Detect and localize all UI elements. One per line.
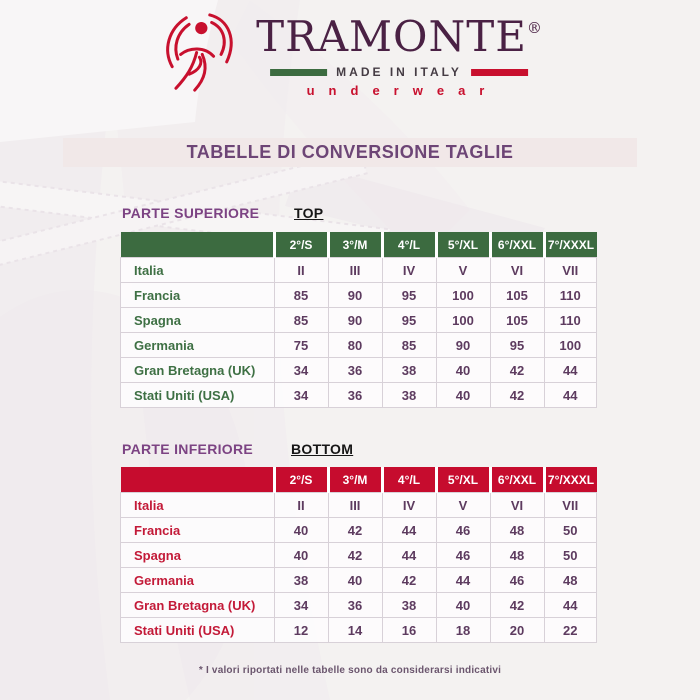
size-value-cell: 38: [382, 358, 436, 383]
brand-name: TRAMONTE: [256, 12, 527, 61]
size-value-cell: 48: [544, 568, 597, 593]
section-heading-top: TOP: [294, 205, 324, 221]
size-value-cell: 50: [544, 518, 597, 543]
table-row: [121, 593, 597, 618]
size-value-cell: 100: [436, 308, 490, 333]
country-label-cell: Spagna: [121, 543, 275, 568]
size-value-cell: 42: [328, 543, 382, 568]
size-value-cell: 44: [544, 593, 597, 618]
header-row: [121, 467, 597, 493]
size-value-cell: 34: [274, 358, 328, 383]
size-value-cell: 42: [328, 518, 382, 543]
size-value-cell: 40: [274, 518, 328, 543]
table-row: [121, 618, 597, 643]
size-value-cell: 110: [544, 283, 597, 308]
bird-head-dot: [195, 22, 207, 34]
size-value-cell: 44: [544, 383, 597, 408]
conversion-table-top: [120, 232, 597, 408]
size-value-cell: 36: [328, 383, 382, 408]
size-value-cell: 22: [544, 618, 597, 643]
size-value-cell: 16: [382, 618, 436, 643]
country-label-cell: Italia: [121, 493, 275, 518]
size-header-cell: 7°/XXXL: [544, 467, 597, 493]
table-row: [121, 518, 597, 543]
size-value-cell: 90: [328, 283, 382, 308]
header-row: [121, 232, 597, 258]
size-value-cell: 95: [490, 333, 544, 358]
size-value-cell: 44: [382, 518, 436, 543]
underwear-label: underwear: [306, 83, 499, 98]
size-value-cell: 34: [274, 593, 328, 618]
size-value-cell: 46: [490, 568, 544, 593]
size-value-cell: 40: [436, 593, 490, 618]
size-value-cell: 42: [382, 568, 436, 593]
size-value-cell: VI: [490, 493, 544, 518]
made-in-italy-row: [270, 65, 528, 79]
size-value-cell: 90: [328, 308, 382, 333]
table-corner-cell: [121, 467, 275, 493]
size-value-cell: 110: [544, 308, 597, 333]
size-value-cell: 40: [436, 383, 490, 408]
flag-red-bar: [471, 69, 528, 76]
size-header-cell: 6°/XXL: [490, 232, 544, 258]
country-label-cell: Spagna: [121, 308, 275, 333]
table-row: [121, 333, 597, 358]
table-row: [121, 568, 597, 593]
size-value-cell: VII: [544, 493, 597, 518]
section-heading-parte-inferiore: PARTE INFERIORE: [122, 441, 254, 457]
page-title: TABELLE DI CONVERSIONE TAGLIE: [63, 138, 637, 167]
registered-mark: ®: [526, 19, 542, 37]
table-row: [121, 308, 597, 333]
table-row: [121, 283, 597, 308]
size-value-cell: 14: [328, 618, 382, 643]
size-value-cell: 100: [544, 333, 597, 358]
country-label-cell: Gran Bretagna (UK): [121, 358, 275, 383]
size-value-cell: V: [436, 493, 490, 518]
table-row: [121, 258, 597, 283]
size-value-cell: 42: [490, 358, 544, 383]
size-value-cell: 46: [436, 543, 490, 568]
size-value-cell: 38: [382, 383, 436, 408]
size-value-cell: 20: [490, 618, 544, 643]
size-header-cell: 5°/XL: [436, 467, 490, 493]
size-value-cell: 34: [274, 383, 328, 408]
size-header-cell: 2°/S: [274, 467, 328, 493]
size-value-cell: V: [436, 258, 490, 283]
size-value-cell: 48: [490, 518, 544, 543]
size-header-cell: 6°/XXL: [490, 467, 544, 493]
brand-wordmark: [256, 12, 542, 61]
made-in-italy-label: MADE IN ITALY: [336, 65, 462, 79]
size-value-cell: VI: [490, 258, 544, 283]
size-value-cell: 85: [274, 308, 328, 333]
table-row: [121, 493, 597, 518]
table-corner-cell: [121, 232, 275, 258]
size-value-cell: 18: [436, 618, 490, 643]
country-label-cell: Francia: [121, 518, 275, 543]
country-label-cell: Gran Bretagna (UK): [121, 593, 275, 618]
size-value-cell: III: [328, 258, 382, 283]
size-header-cell: 3°/M: [328, 467, 382, 493]
flag-green-bar: [270, 69, 327, 76]
conversion-table-bottom: [120, 467, 597, 643]
size-value-cell: III: [328, 493, 382, 518]
size-value-cell: 105: [490, 283, 544, 308]
size-value-cell: 38: [274, 568, 328, 593]
size-value-cell: II: [274, 493, 328, 518]
size-value-cell: 40: [436, 358, 490, 383]
size-header-cell: 5°/XL: [436, 232, 490, 258]
size-value-cell: II: [274, 258, 328, 283]
size-value-cell: 12: [274, 618, 328, 643]
size-value-cell: 44: [436, 568, 490, 593]
size-value-cell: 46: [436, 518, 490, 543]
table-row: [121, 383, 597, 408]
size-value-cell: 90: [436, 333, 490, 358]
footnote: * I valori riportati nelle tabelle sono da considerarsi indicativi: [198, 665, 502, 676]
bird-figure-icon: [158, 8, 252, 98]
size-header-cell: 2°/S: [274, 232, 328, 258]
size-value-cell: 85: [382, 333, 436, 358]
table-row: [121, 543, 597, 568]
country-label-cell: Francia: [121, 283, 275, 308]
size-value-cell: 105: [490, 308, 544, 333]
size-value-cell: 38: [382, 593, 436, 618]
size-value-cell: 42: [490, 593, 544, 618]
brand-logo: [158, 8, 542, 98]
size-header-cell: 7°/XXXL: [544, 232, 597, 258]
size-value-cell: 95: [382, 308, 436, 333]
size-value-cell: 40: [328, 568, 382, 593]
size-value-cell: 75: [274, 333, 328, 358]
country-label-cell: Stati Uniti (USA): [121, 383, 275, 408]
size-value-cell: 44: [544, 358, 597, 383]
country-label-cell: Germania: [121, 568, 275, 593]
size-value-cell: 95: [382, 283, 436, 308]
size-value-cell: IV: [382, 258, 436, 283]
size-value-cell: 36: [328, 358, 382, 383]
section-heading-parte-superiore: PARTE SUPERIORE: [122, 205, 260, 221]
table-row: [121, 358, 597, 383]
size-header-cell: 4°/L: [382, 467, 436, 493]
size-value-cell: 80: [328, 333, 382, 358]
size-value-cell: VII: [544, 258, 597, 283]
size-value-cell: 100: [436, 283, 490, 308]
country-label-cell: Stati Uniti (USA): [121, 618, 275, 643]
country-label-cell: Italia: [121, 258, 275, 283]
size-value-cell: IV: [382, 493, 436, 518]
size-value-cell: 40: [274, 543, 328, 568]
section-heading-bottom: BOTTOM: [291, 441, 354, 457]
size-value-cell: 48: [490, 543, 544, 568]
size-value-cell: 44: [382, 543, 436, 568]
country-label-cell: Germania: [121, 333, 275, 358]
size-value-cell: 50: [544, 543, 597, 568]
size-header-cell: 4°/L: [382, 232, 436, 258]
size-value-cell: 36: [328, 593, 382, 618]
size-value-cell: 85: [274, 283, 328, 308]
size-header-cell: 3°/M: [328, 232, 382, 258]
size-value-cell: 42: [490, 383, 544, 408]
